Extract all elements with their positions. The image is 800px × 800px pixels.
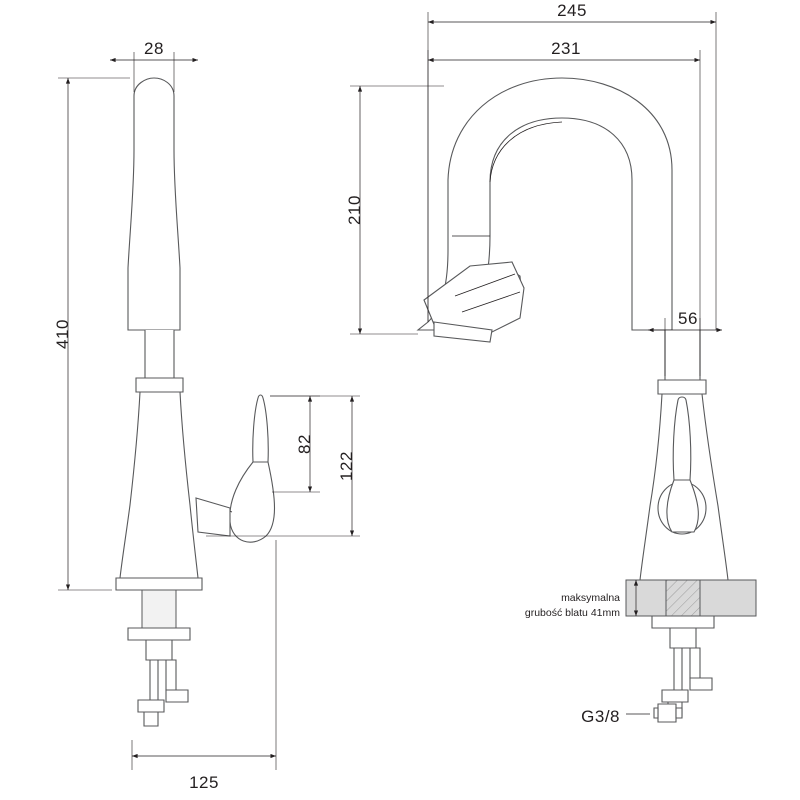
dim-handle-82: [270, 396, 320, 492]
thread-size-label: G3/8: [581, 707, 620, 726]
dim-total-height-410: [53, 78, 130, 590]
worktop-note-line1: maksymalna: [561, 592, 620, 604]
thread-label-group: [581, 707, 650, 726]
dim-label-410: 410: [53, 319, 72, 349]
right-view-geometry: [418, 78, 756, 722]
dim-label-210: 210: [345, 195, 364, 225]
dim-label-122: 122: [337, 451, 356, 481]
dim-label-231: 231: [551, 39, 581, 58]
dim-label-125: 125: [189, 773, 219, 792]
dim-label-56: 56: [678, 309, 698, 328]
dim-label-28: 28: [144, 39, 164, 58]
worktop-thickness-note: [525, 580, 636, 619]
worktop-note-line2: grubość blatu 41mm: [524, 607, 620, 619]
left-view-geometry: [116, 78, 275, 726]
dim-label-245: 245: [557, 1, 587, 20]
dim-label-82: 82: [295, 434, 314, 454]
